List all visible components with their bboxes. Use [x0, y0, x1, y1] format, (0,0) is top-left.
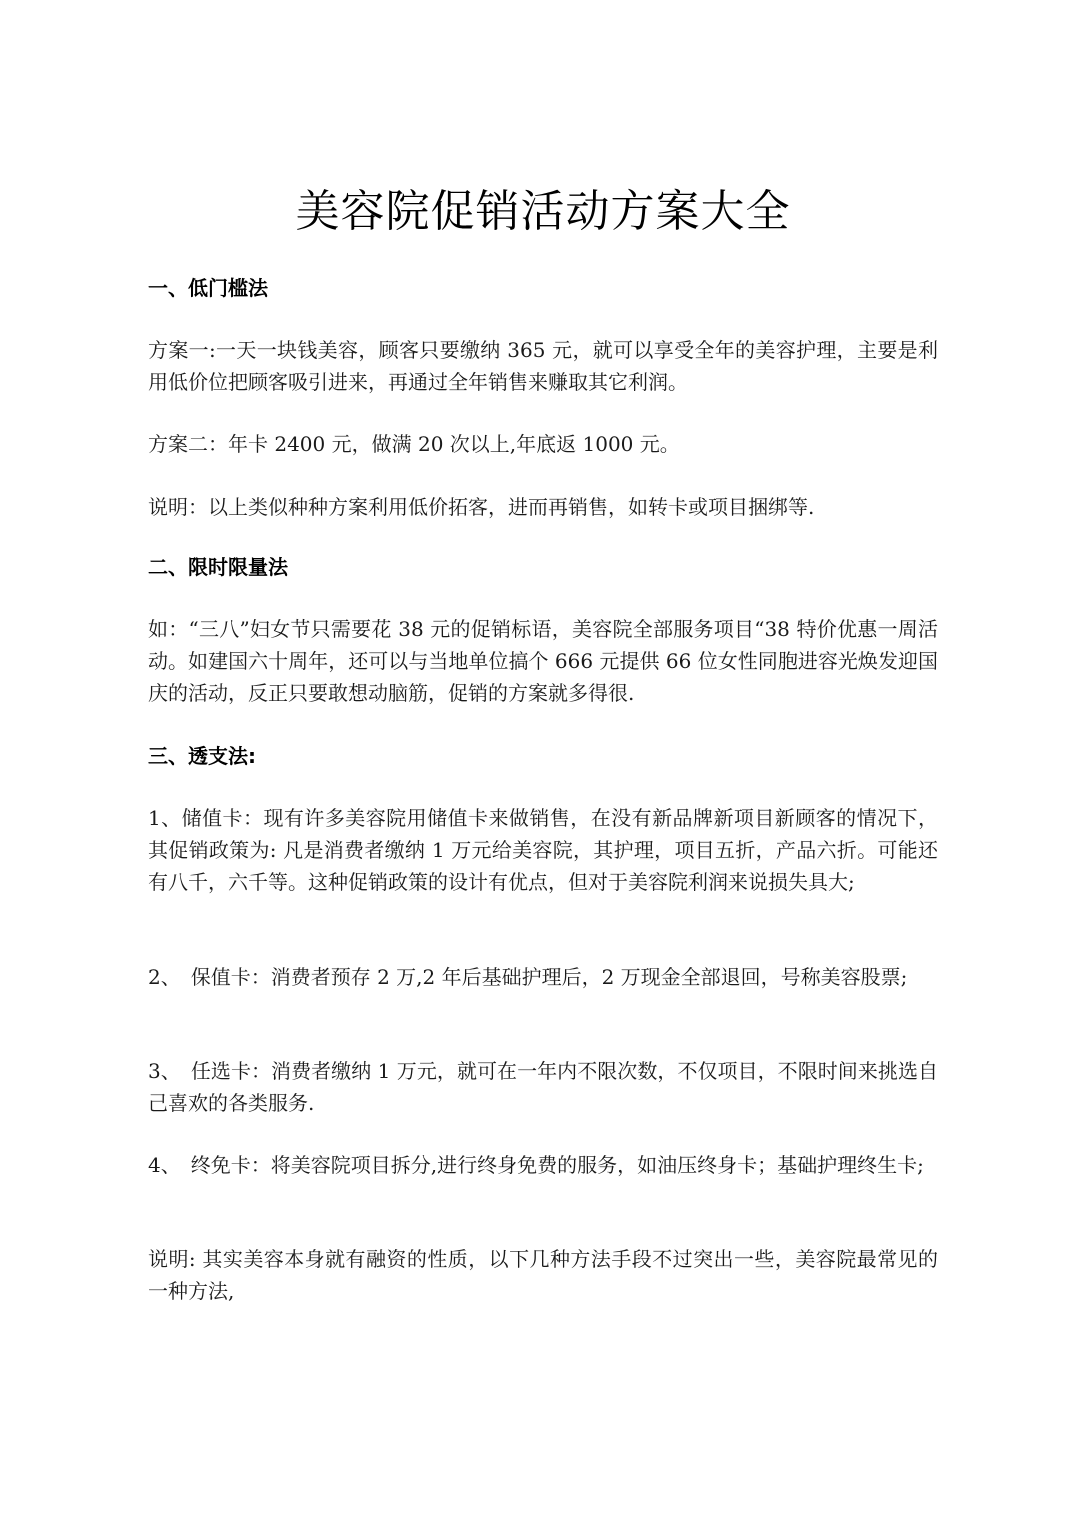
section-heading-1: 一、低门槛法 — [148, 276, 268, 300]
section-3-paragraph-5: 说明: 其实美容本身就有融资的性质，以下几种方法手段不过突出一些，美容院最常见的一种方法, — [148, 1247, 938, 1303]
section-3-paragraph-2: 2、 保值卡：消费者预存 2 万,2 年后基础护理后，2 万现金全部退回，号称美容股票; — [148, 965, 908, 989]
section-1-paragraph-3: 说明：以上类似种种方案利用低价拓客，进而再销售，如转卡或项目捆绑等. — [148, 495, 815, 519]
section-heading-3: 三、透支法: — [148, 744, 256, 768]
document-title: 美容院促销活动方案大全 — [295, 186, 791, 237]
section-heading-2: 二、限时限量法 — [148, 555, 288, 579]
section-3-paragraph-1: 1、储值卡：现有许多美容院用储值卡来做销售，在没有新品牌新项目新顾客的情况下，其促销政策为: 凡是消费者缴纳 1 万元给美容院，其护理，项目五折，产品六折。可能还有八千，六千等。这种促销政策的设计有优点，但对于美容院利润来说损失具大; — [148, 806, 938, 894]
section-1-paragraph-1: 方案一:一天一块钱美容，顾客只要缴纳 365 元，就可以享受全年的美容护理，主要是利用低价位把顾客吸引进来，再通过全年销售来赚取其它利润。 — [148, 338, 938, 394]
section-3-paragraph-4: 4、 终免卡：将美容院项目拆分,进行终身免费的服务，如油压终身卡；基础护理终生卡; — [148, 1153, 924, 1177]
section-1-paragraph-2: 方案二：年卡 2400 元，做满 20 次以上,年底返 1000 元。 — [148, 432, 680, 456]
section-3-paragraph-3: 3、 任选卡：消费者缴纳 1 万元，就可在一年内不限次数，不仅项目，不限时间来挑选自己喜欢的各类服务. — [148, 1059, 938, 1115]
section-2-paragraph-1: 如：“三八”妇女节只需要花 38 元的促销标语，美容院全部服务项目“38 特价优惠一周活动。如建国六十周年，还可以与当地单位搞个 666 元提供 66 位女性同胞进容光焕发迎国庆的活动，反正只要敢想动脑筋，促销的方案就多得很. — [148, 617, 938, 705]
